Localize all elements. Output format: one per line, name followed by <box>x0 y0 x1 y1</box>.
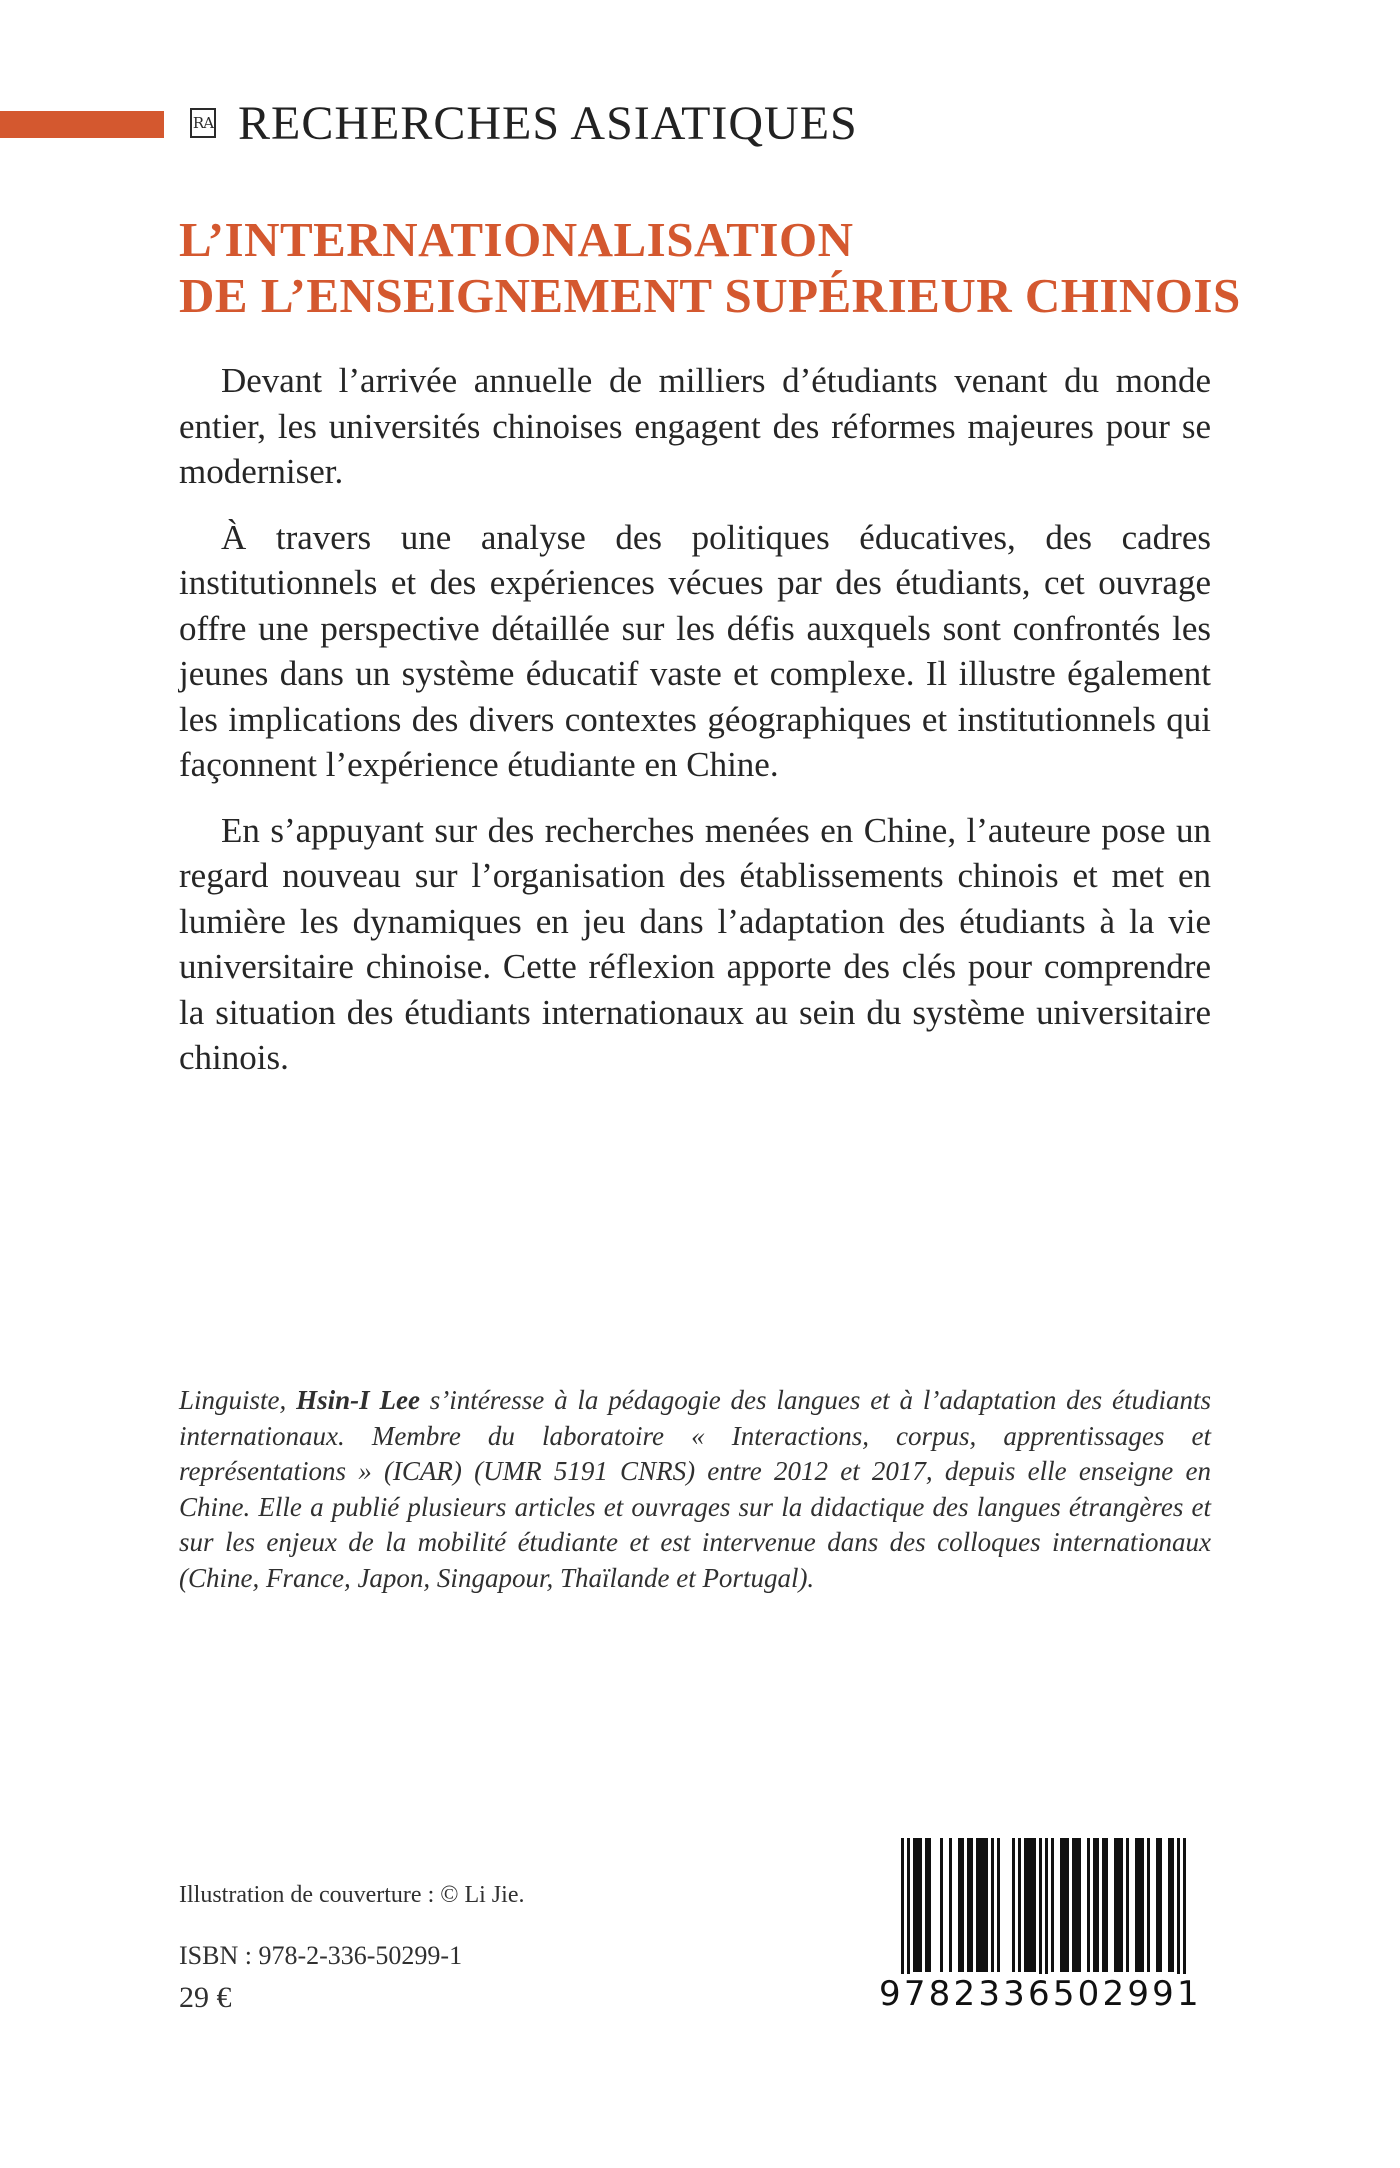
barcode-bar <box>1039 1838 1042 1988</box>
barcode-bar <box>1096 1838 1099 1972</box>
barcode-bar <box>1087 1838 1090 1972</box>
barcode-bar <box>1093 1838 1096 1972</box>
blurb <box>179 358 1211 1101</box>
barcode-bar <box>1027 1838 1030 1972</box>
author-bio-text: s’intéresse à la pédagogie des langues et à l’adaptation des étudiants internationaux. Membre du laboratoire « Interactions, corpus, apprentissages et représentations » (ICAR) (UMR 5191 CNRS) entre 2012 et 2017, depuis elle enseigne en Chine. Elle a publié plusieurs articles et ouvrages sur la didactique des langues étrangères et sur les enjeux de la mobilité étudiante et est intervenue dans des colloques internationaux (Chine, France, Japon, Singapour, Thaïlande et Portugal). <box>179 1385 1211 1593</box>
barcode-bar <box>928 1838 931 1972</box>
barcode-bar <box>916 1838 919 1972</box>
barcode-bar <box>1120 1838 1123 1972</box>
barcode-bar <box>1147 1838 1150 1972</box>
barcode-bar <box>1066 1838 1069 1972</box>
barcode-bar <box>961 1838 964 1972</box>
barcode-bar <box>919 1838 922 1972</box>
barcode-bar <box>976 1838 979 1972</box>
barcode-bar <box>1183 1838 1186 1988</box>
price: 29 € <box>179 1981 232 2014</box>
barcode-bar <box>1117 1838 1120 1972</box>
barcode-bar <box>967 1838 970 1972</box>
barcode-bar <box>997 1838 1000 1972</box>
barcode-digits: 9782336502991 <box>879 1974 1202 2014</box>
series-logo-icon: RA <box>190 108 216 138</box>
blurb-paragraph: À travers une analyse des politiques éducatives, des cadres institutionnels et des expériences vécues par des étudiants, cet ouvrage offre une perspective détaillée sur les défis auxquels sont confrontés les jeunes dans un système éducatif vaste et complexe. Il illustre également les implications des divers contextes géographiques et institutionnels qui façonnent l’expérience étudiante en Chine. <box>179 517 1211 784</box>
blurb-paragraph: Devant l’arrivée annuelle de milliers d’étudiants venant du monde entier, les universités chinoises engagent des réformes majeures pour se moderniser. <box>179 361 1211 491</box>
barcode-bar <box>1078 1838 1081 1972</box>
blurb-paragraph: En s’appuyant sur des recherches menées en Chine, l’auteure pose un regard nouveau sur l’organisation des établissements chinois et met en lumière les dynamiques en jeu dans l’adaptation des étudiants à la vie universitaire chinoise. Cette réflexion apporte des clés pour comprendre la situation des étudiants internationaux au sein du système universitaire chinois. <box>179 810 1211 1077</box>
barcode-bar <box>979 1838 982 1972</box>
book-title-line-2: DE L’ENSEIGNEMENT SUPÉRIEUR CHINOIS <box>179 268 1241 323</box>
barcode-bar <box>1105 1838 1108 1972</box>
barcode-bar <box>940 1838 943 1972</box>
barcode-bar <box>1045 1838 1048 1988</box>
barcode-bar <box>1156 1838 1159 1972</box>
series-name: RECHERCHES ASIATIQUES <box>238 97 858 150</box>
barcode-bar <box>1141 1838 1144 1972</box>
barcode-bar <box>1126 1838 1129 1972</box>
barcode-bar <box>982 1838 985 1972</box>
barcode-bar <box>1177 1838 1180 1988</box>
isbn: ISBN : 978-2-336-50299-1 <box>179 1941 463 1970</box>
barcode-bar <box>913 1838 916 1972</box>
barcode-bar <box>1018 1838 1021 1972</box>
barcode-bar <box>1030 1838 1033 1972</box>
barcode-bar <box>907 1838 910 1988</box>
barcode-bar <box>1114 1838 1117 1972</box>
barcode-bar <box>1135 1838 1138 1972</box>
barcode-bar <box>1102 1838 1105 1972</box>
barcode-bar <box>970 1838 973 1972</box>
barcode-bar <box>1024 1838 1027 1972</box>
barcode-bar <box>1138 1838 1141 1972</box>
barcode-bar <box>1159 1838 1162 1972</box>
barcode-bar <box>1072 1838 1075 1972</box>
barcode-bar <box>1012 1838 1015 1972</box>
barcode-bar <box>1168 1838 1171 1972</box>
author-bio <box>179 1383 1211 1596</box>
barcode-bar <box>985 1838 988 1972</box>
barcode-bar <box>1051 1838 1054 1972</box>
barcode-bar <box>925 1838 928 1972</box>
barcode-bar <box>958 1838 961 1972</box>
barcode-bar <box>1063 1838 1066 1972</box>
author-name: Hsin-I Lee <box>296 1385 420 1415</box>
barcode-bar <box>1075 1838 1078 1972</box>
author-bio-prefix: Linguiste, <box>179 1385 297 1415</box>
barcode-bar <box>901 1838 904 1988</box>
series-accent-bar <box>0 111 164 138</box>
barcode-bar <box>949 1838 952 1972</box>
barcode-bar <box>991 1838 994 1972</box>
barcode-bar <box>1033 1838 1036 1972</box>
barcode-bar <box>1060 1838 1063 1972</box>
book-title <box>179 212 1241 324</box>
cover-credit: Illustration de couverture : © Li Jie. <box>179 1882 525 1908</box>
barcode <box>879 1838 1203 2026</box>
book-title-line-1: L’INTERNATIONALISATION <box>179 212 854 267</box>
barcode-bar <box>1171 1838 1174 1972</box>
